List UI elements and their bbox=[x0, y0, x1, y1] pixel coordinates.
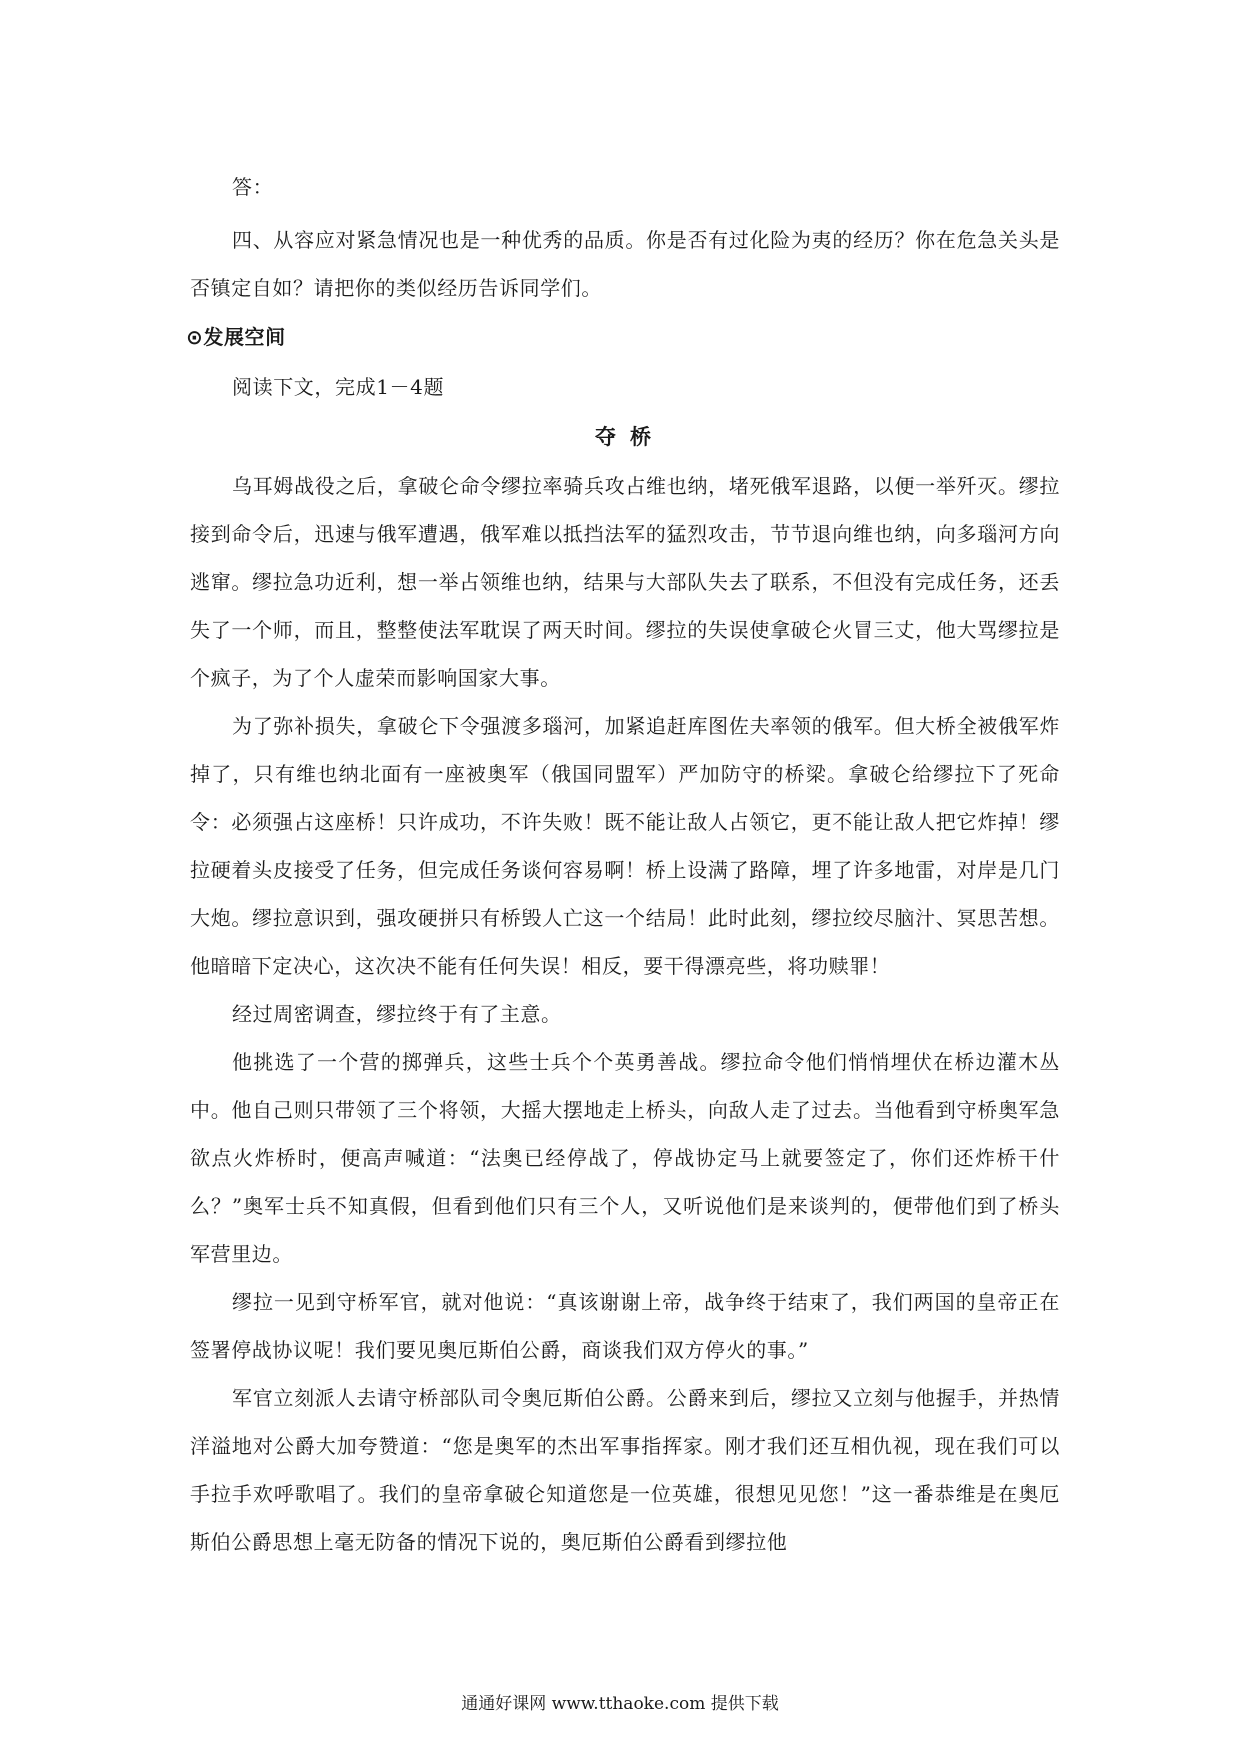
paragraph-3: 经过周密调查，缪拉终于有了主意。 bbox=[232, 1002, 562, 1026]
page-content bbox=[186, 158, 1060, 1566]
page-footer: 通通好课网 www.tthaoke.com 提供下载 bbox=[461, 1694, 779, 1714]
section-heading: ⊙发展空间 bbox=[186, 325, 286, 349]
question-4: 四、从容应对紧急情况也是一种优秀的品质。你是否有过化险为夷的经历？你在危急关头是否镇定自如？请把你的类似经历告诉同学们。 bbox=[190, 228, 1060, 300]
paragraph-5: 缪拉一见到守桥军官，就对他说：“真该谢谢上帝，战争终于结束了，我们两国的皇帝正在签署停战协议呢！我们要见奥厄斯伯公爵，商谈我们双方停火的事。” bbox=[190, 1290, 1060, 1362]
paragraph-2: 为了弥补损失，拿破仑下令强渡多瑙河，加紧追赶库图佐夫率领的俄军。但大桥全被俄军炸掉了，只有维也纳北面有一座被奥军（俄国同盟军）严加防守的桥梁。拿破仑给缪拉下了死命令：必须强占这座桥！只许成功，不许失败！既不能让敌人占领它，更不能让敌人把它炸掉！缪拉硬着头皮接受了任务，但完成任务谈何容易啊！桥上设满了路障，埋了许多地雷，对岸是几门大炮。缪拉意识到，强攻硬拼只有桥毁人亡这一个结局！此时此刻，缪拉绞尽脑汁、冥思苦想。他暗暗下定决心，这次决不能有任何失误！相反，要干得漂亮些，将功赎罪！ bbox=[190, 714, 1060, 978]
story-title: 夺桥 bbox=[595, 425, 665, 449]
answer-label: 答： bbox=[232, 175, 274, 199]
paragraph-4: 他挑选了一个营的掷弹兵，这些士兵个个英勇善战。缪拉命令他们悄悄埋伏在桥边灌木丛中。他自己则只带领了三个将领，大摇大摆地走上桥头，向敌人走了过去。当他看到守桥奥军急欲点火炸桥时，便高声喊道：“法奥已经停战了，停战协定马上就要签定了，你们还炸桥干什么？”奥军士兵不知真假，但看到他们只有三个人，又听说他们是来谈判的，便带他们到了桥头军营里边。 bbox=[190, 1050, 1060, 1266]
reading-instruction: 阅读下文，完成1－4题 bbox=[232, 375, 445, 399]
paragraph-6: 军官立刻派人去请守桥部队司令奥厄斯伯公爵。公爵来到后，缪拉又立刻与他握手，并热情洋溢地对公爵大加夸赞道：“您是奥军的杰出军事指挥家。刚才我们还互相仇视，现在我们可以手拉手欢呼歌唱了。我们的皇帝拿破仑知道您是一位英雄，很想见见您！”这一番恭维是在奥厄斯伯公爵思想上毫无防备的情况下说的，奥厄斯伯公爵看到缪拉他 bbox=[190, 1386, 1060, 1554]
paragraph-1: 乌耳姆战役之后，拿破仑命令缪拉率骑兵攻占维也纳，堵死俄军退路，以便一举歼灭。缪拉接到命令后，迅速与俄军遭遇，俄军难以抵挡法军的猛烈攻击，节节退向维也纳，向多瑙河方向逃窜。缪拉急功近利，想一举占领维也纳，结果与大部队失去了联系，不但没有完成任务，还丢失了一个师，而且，整整使法军耽误了两天时间。缪拉的失误使拿破仑火冒三丈，他大骂缪拉是个疯子，为了个人虚荣而影响国家大事。 bbox=[190, 474, 1060, 690]
